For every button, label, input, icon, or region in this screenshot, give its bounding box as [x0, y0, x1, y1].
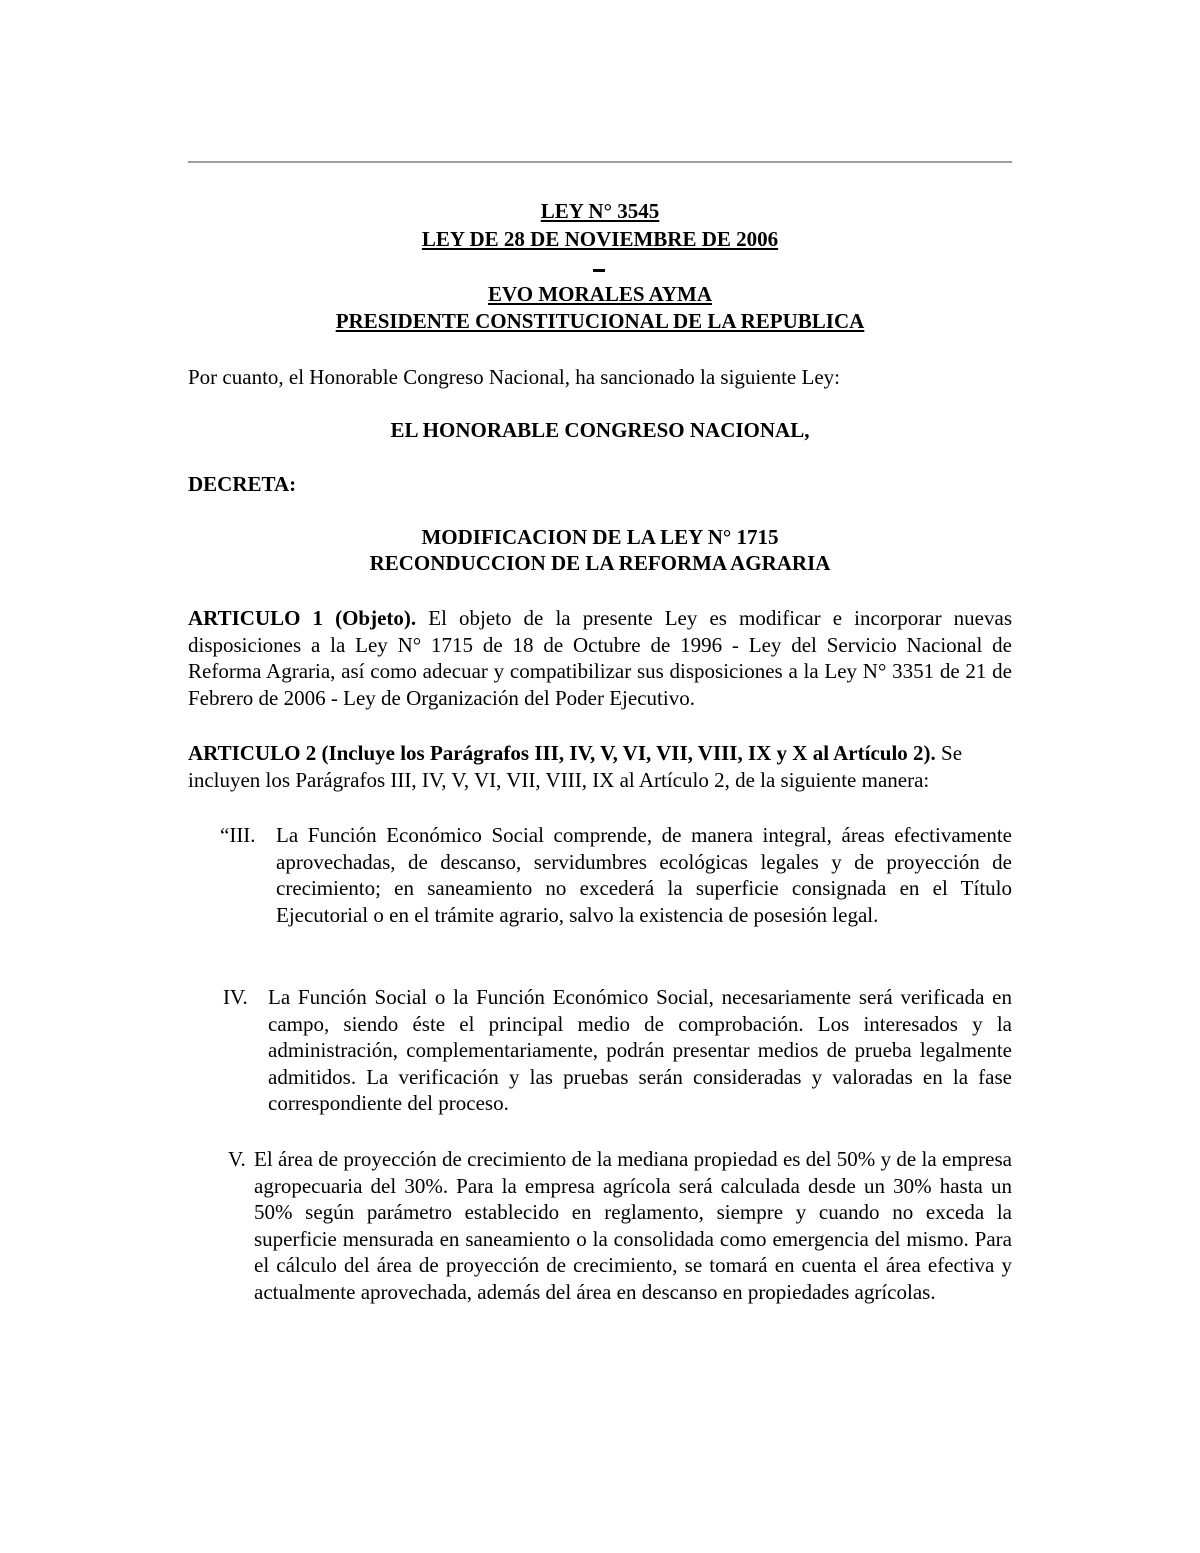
paragraph-v-body: El área de proyección de crecimiento de la mediana propiedad es del 50% y de la empresa agropecuaria del 30%. Para la empresa agrícola será calculada desde un 30% hasta un 50% según parámetro establecido en reglamento, siempre y cuando no exceda la superficie mensurada en saneamiento o la consolidada como emergencia del mismo. Para el cálculo del área de proyección de crecimiento, se tomará en cuenta el área efectiva y actualmente aprovechada, además del área en descanso en propiedades agrícolas.: [254, 1147, 1012, 1304]
law-number: LEY N° 3545: [540, 199, 660, 223]
article-1-text: El objeto de la presente Ley es modificar e incorporar nuevas disposiciones a la Ley N° 1715 de 18 de Octubre de 1996 - Ley del Servicio Nacional de Reforma Agraria, así como adecuar y compatibilizar sus disposiciones a la Ley N° 3351 de 21 de Febrero de 2006 - Ley de Organización del Poder Ejecutivo.: [188, 606, 1012, 710]
congress-heading: EL HONORABLE CONGRESO NACIONAL,: [390, 418, 810, 442]
decreta-heading: DECRETA:: [188, 472, 297, 496]
article-2-text: Se incluyen los Parágrafos III, IV, V, VI, VII, VIII, IX al Artículo 2, de la siguiente manera:: [188, 741, 963, 792]
article-2-heading: ARTICULO 2 (Incluye los Parágrafos III, IV, V, VI, VII, VIII, IX y X al Artículo 2).: [188, 741, 936, 765]
president-name: EVO MORALES AYMA: [488, 282, 712, 306]
law-date: LEY DE 28 DE NOVIEMBRE DE 2006: [421, 227, 779, 251]
paragraph-iii-numeral: “III.: [220, 823, 256, 847]
article-1: [188, 605, 1012, 711]
paragraph-iv-numeral: IV.: [223, 985, 248, 1009]
article-1-heading: ARTICULO 1 (Objeto).: [188, 606, 417, 630]
dash-mark: [593, 269, 605, 272]
law-title-line1: MODIFICACION DE LA LEY N° 1715: [421, 525, 779, 549]
article-2: [188, 740, 1012, 793]
president-title: PRESIDENTE CONSTITUCIONAL DE LA REPUBLICA: [335, 309, 865, 333]
paragraph-iii-text: La Función Económico Social comprende, de manera integral, áreas efectivamente aprovechadas, de descanso, servidumbres ecológicas legales y de proyección de crecimiento; en saneamiento no excederá la superficie consignada en el Título Ejecutorial o en el trámite agrario, salvo la existencia de posesión legal.: [276, 823, 1012, 927]
paragraph-iv-text: La Función Social o la Función Económico Social, necesariamente será verificada en campo, siendo éste el principal medio de comprobación. Los interesados y la administración, complementariamente, podrán presentar medios de prueba legalmente admitidos. La verificación y las pruebas serán consideradas y valoradas en la fase correspondiente del proceso.: [268, 985, 1012, 1115]
paragraph-v-text: [254, 1146, 1012, 1305]
law-title-line2: RECONDUCCION DE LA REFORMA AGRARIA: [369, 551, 831, 575]
preamble: Por cuanto, el Honorable Congreso Nacional, ha sancionado la siguiente Ley:: [188, 365, 840, 389]
header-rule: [188, 161, 1012, 163]
paragraph-v-numeral: V.: [228, 1147, 246, 1171]
